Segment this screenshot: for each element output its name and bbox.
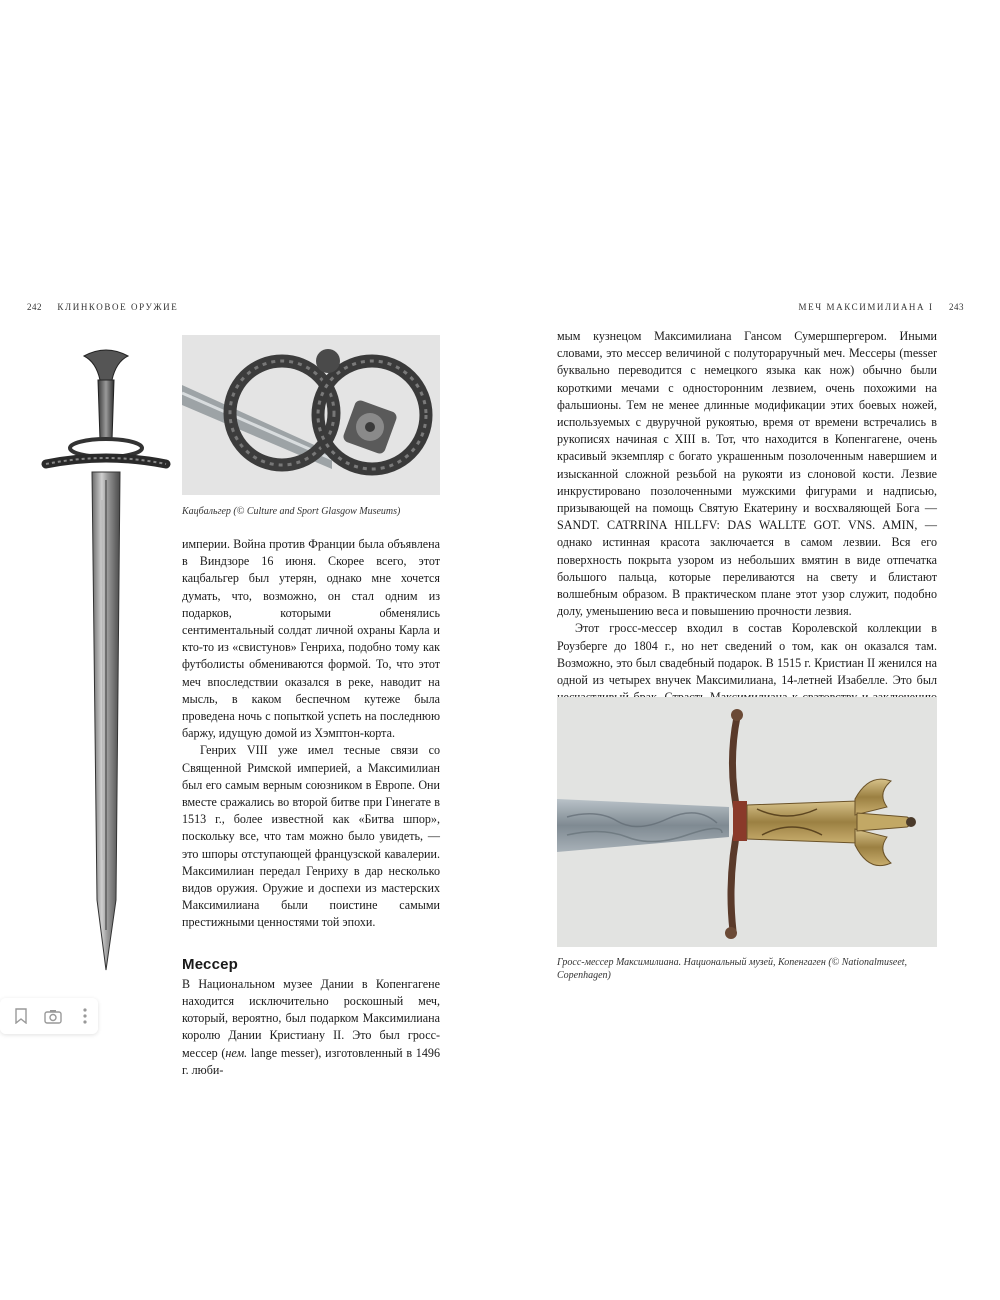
left-page-body (182, 536, 440, 1079)
right-paragraph-1: мым кузнецом Максимилиана Гансом Сумершпергером. Иными словами, это мессер величиной с полутораручный меч. Мессеры (messer буквально переводится с немецкого языка как нож) обычно были короткими мечами с односторонним лезвием, очень похожими на фальшионы. Тем не менее длинные модификации этих боевых ножей, используемых с двуручной рукоятью, время от времени встречались в рукописях начиная с XIII в. Тот, что находится в Копенгагене, очень красивый экземпляр с богато украшенным позолоченным навершием и изысканной сложной резьбой на рукояти из слоновой кости. Лезвие инкрустировано позолоченными мужскими фигурами и надписью, призывающей на помощь Святую Екатерину и восхваляющей Бога — SANDT. CATRRINA HILLFV: DAS WALLTE GOT. VNS. AMIN, — однако истинная красота заключается в самом лезвии. Вся его поверхность покрыта узором из небольших вмятин в виде отпечатка большого пальца, которые переливаются на свету и блистают волшебным образом. В практическом плане этот узор служит, подобно долу, уменьшению веса и повышению прочности лезвия. (557, 329, 937, 619)
right-page-body (557, 328, 937, 758)
messer-figure-caption: Гросс-мессер Максимилиана. Национальный музей, Копенгаген (© Nationalmuseet, Copenhagen) (557, 957, 908, 981)
left-paragraph-2: Генрих VIII уже имел тесные связи со Священной Римской империей, а Максимилиан был его самым верным союзником в Европе. Они вместе сражались во второй битве при Гинегате в 1513 г., более известной как «Битва шпор», поскольку все, что там можно было увидеть, — это шпоры отступающей французской кавалерии. Максимилиан передал Генриху в дар несколько видов оружия. Оружие и доспехи из мастерских Максимилиана были поистине самыми престижными ценностями той эпохи. (182, 743, 440, 930)
sword-illustration (40, 340, 180, 980)
left-running-header (27, 302, 178, 312)
katzbalger-hilt-photo (182, 335, 440, 495)
right-page-number: 243 (949, 302, 964, 312)
viewer-toolbar (0, 998, 98, 1034)
camera-icon[interactable] (42, 1005, 64, 1027)
left-header-title: КЛИНКОВОЕ ОРУЖИЕ (57, 302, 179, 312)
guard-figure-caption: Кацбальгер (© Culture and Sport Glasgow Museums) (182, 506, 401, 517)
right-paragraph-2: Этот гросс-мессер входил в состав Королевской коллекции в Роузберге до 1804 г., но нет сведений о том, как он оказался там. Возможно, это был свадебный подарок. В 1515 г. Кристиан II женился на одной из четырех внучек Максимилиана, 14-летней Изабелле. Это был (557, 621, 937, 688)
right-header-title: МЕЧ МАКСИМИЛИАНА I (798, 302, 934, 312)
more-vertical-icon[interactable] (74, 1005, 96, 1027)
left-page-number: 242 (27, 302, 42, 312)
gross-messer-photo (557, 697, 937, 947)
left-paragraph-3: В Национальном музее Дании в Копенгагене находится исключительно роскошный меч, который, вероятно, был подарком Максимилиана королю Дании Кристиану II. Это был гросс-мессер (нем. lange messer), изготовленный в 1496 г. люби- (182, 976, 440, 1077)
left-paragraph-1: империи. Война против Франции была объявлена в Виндзоре 16 июня. Скорее всего, этот кацбальгер был утерян, однако мне хочется думать, что, возможно, он стал одним из подарков, которыми обменялись сентиментальный солдат личной охраны Карла и кто-то из «свистунов» Генриха, подобно тому как футболисты обмениваются формой. То, что этот меч впоследствии оказался в реке, наводит на мысль, в каком беспечном кутеже была проведена ночь с попыткой успеть на последнюю баржу, идущую домой из Хэмптон-корта. (182, 537, 440, 741)
right-running-header (756, 302, 964, 312)
bookmark-icon[interactable] (10, 1005, 32, 1027)
section-heading-messer: Мессер (182, 955, 239, 973)
